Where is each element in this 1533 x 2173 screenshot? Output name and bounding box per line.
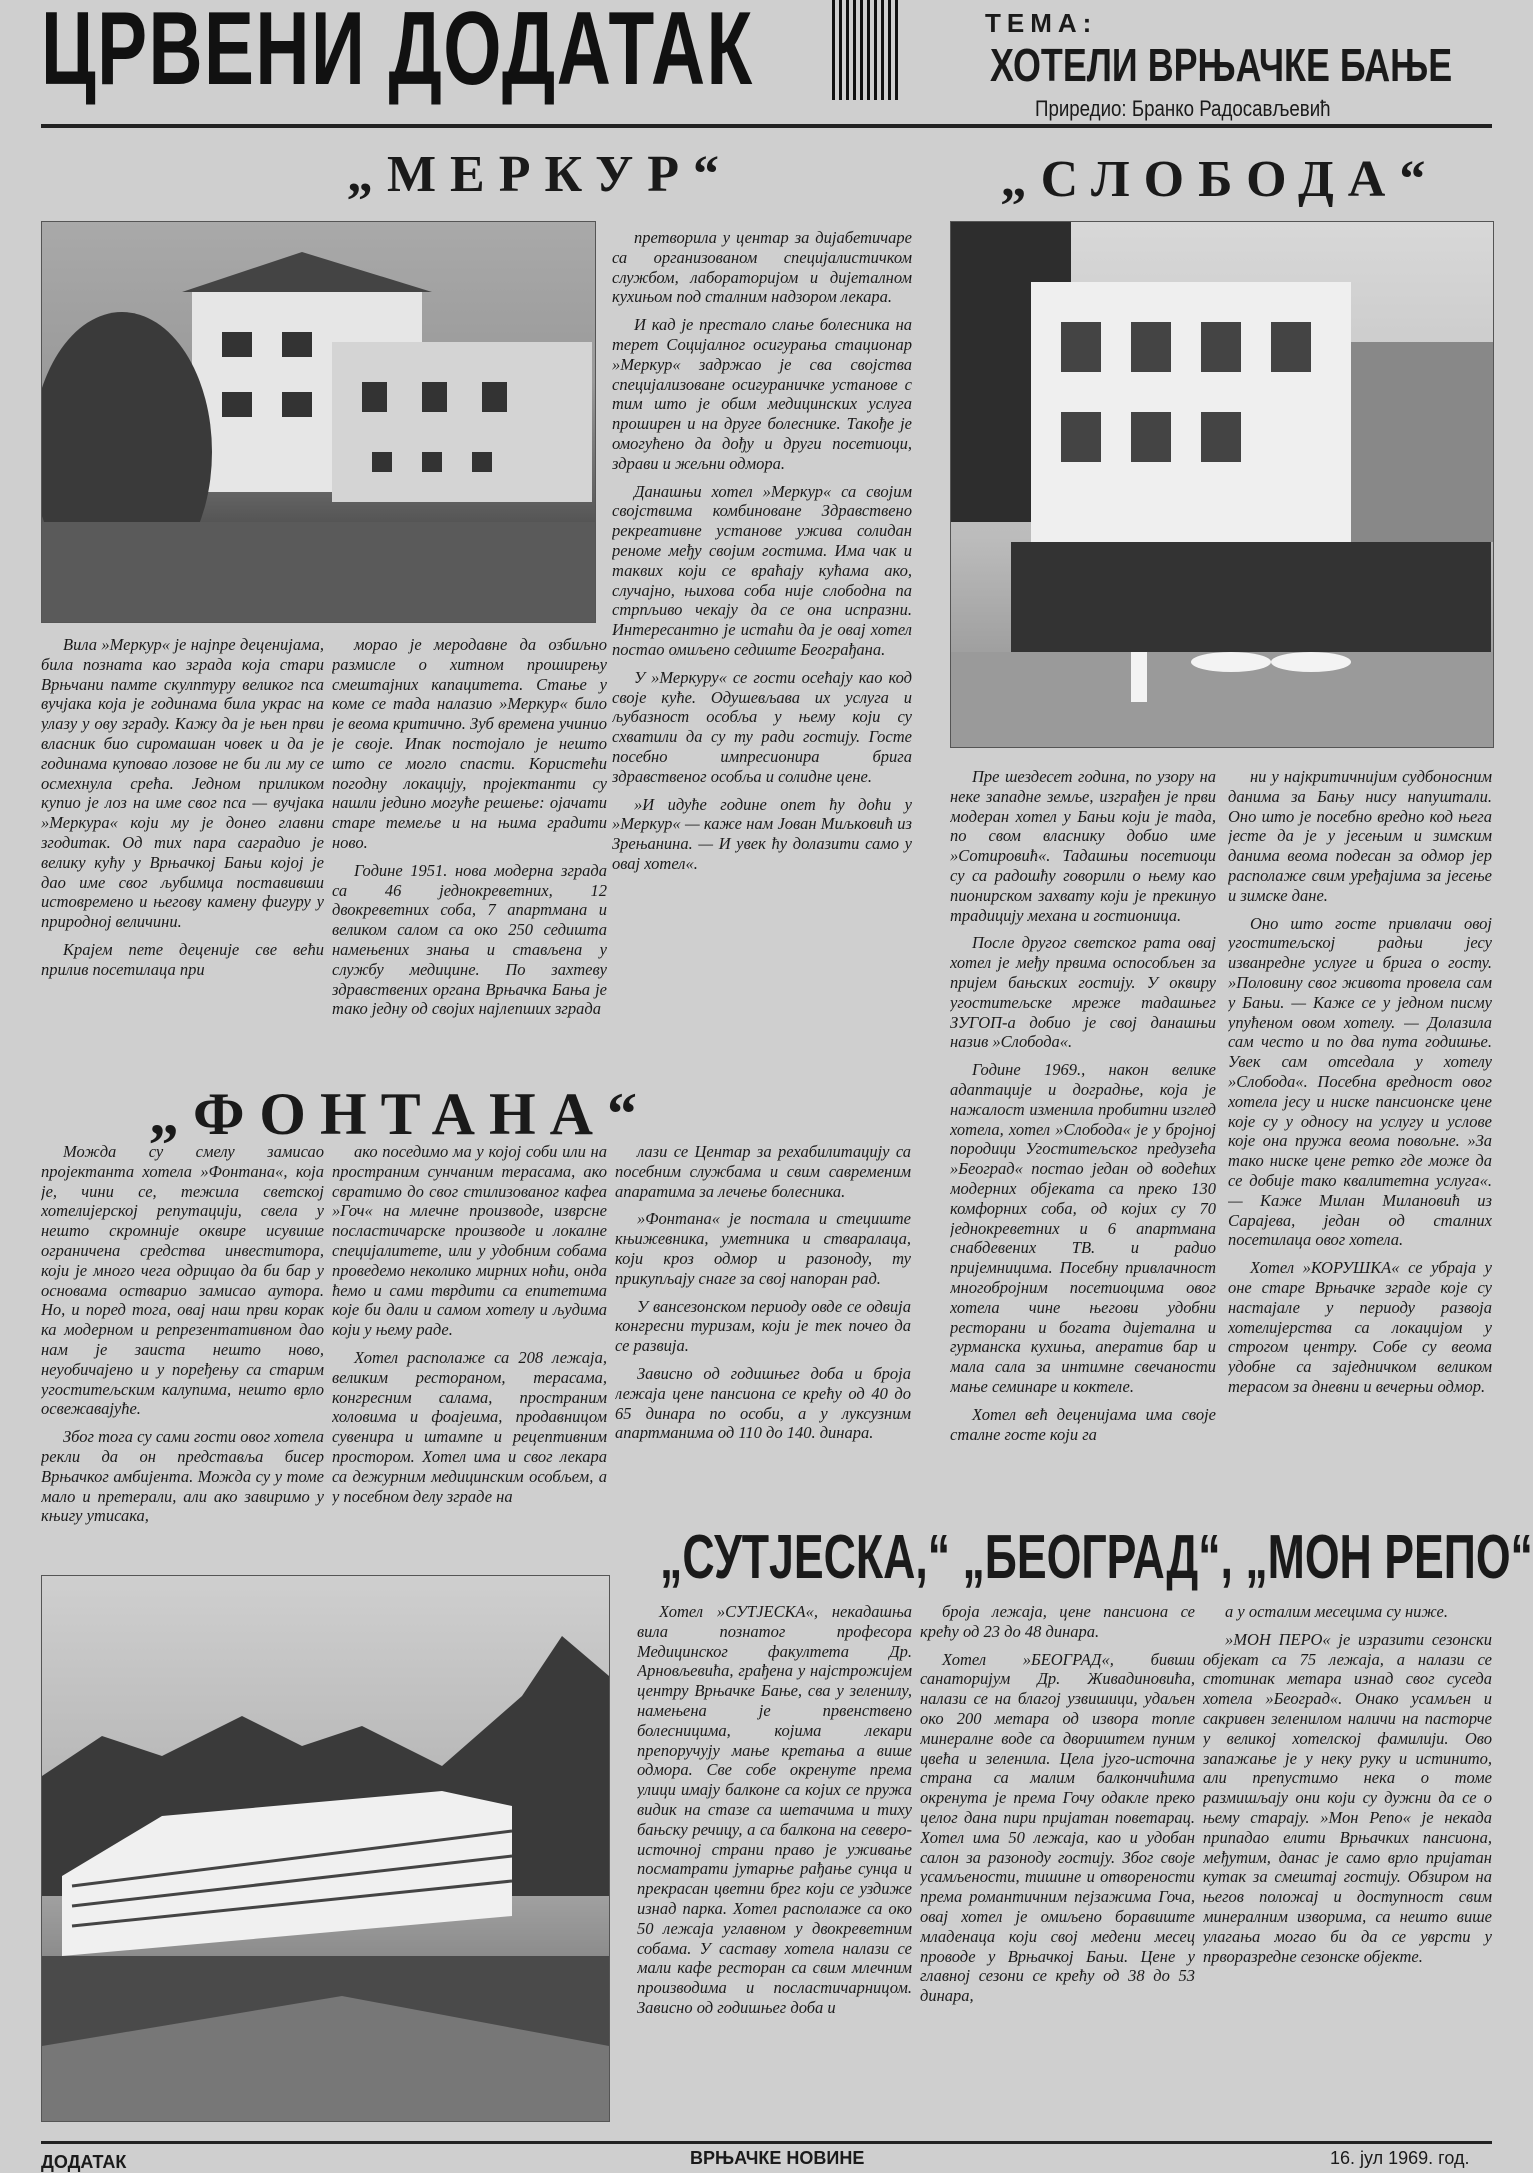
paragraph: После другог светског рата овај хотел је међу првима оспособљен за пријем бањских гостију. У оквиру угоститељске мреже тадашњег ЗУГОП-а добио је свој данашњи назив »Слобода«. xyxy=(950,933,1216,1052)
paragraph: Хотел »СУТЈЕСКА«, некадашња вила познатог професора Медицинског факултета Др. Арновљевића, грађена у најстрожијем центру Врњачке Бање, сва у зеленилу, намењена је првенствено болесницима, којима лекари препоручују мање кретања а више одмора. Све собе окренуте према улици имају балконе са којих се пружа видик на стазе са шетачима и тиху бањску речицу, а са балкона на северо-источној страни право је уживање посматрати јутарње рађање сунца и прекрасан цветни брег који се уздиже изнад парка. Хотел располаже са око 50 лежаја углавном у двокреветним собама. У саставу хотела налази се мали кафе ресторан са свим млечним производима и посластичарницом. Зависно од годишњег доба и xyxy=(637,1602,912,2017)
paragraph: Због тога су сами гости овог хотела рекли да он представља бисер Врњачког амбијента. Можда су у томе мало и претерали, али ако завиримо у књигу утисака, xyxy=(41,1427,324,1526)
paragraph: Вила »Меркур« је најпре деценијама, била позната као зграда која стари Врњчани памте скулптуру великог пса вучјака која је годинама била украс на улазу у ову зграду. Кажу да је њен први власник био сиромашан човек и да је годинама куповао лозове не би ли му се осмехнула срећа. Једном приликом купио је лоз на име свог пса — вучјака »Меркура« који му је донео главни згодитак. Од тих пара саградио је велику кућу у Врњачкој Бањи којој је дао име свог љубимца поставивши истовремено и његову камену фигуру у природној величини. xyxy=(41,635,324,932)
merkur-building-image xyxy=(42,222,595,622)
paragraph: а у осталим месецима су ниже. xyxy=(1225,1602,1449,1621)
masthead: ЦРВЕНИ ДОДАТАК xyxy=(41,0,754,107)
paragraph: Оно што госте привлачи овој угоститељској радњи јесу изванредне услуге и брига о госту. »Половину свог живота провела сам у Бањи. — Каже се у једном писму упућеном овом хотелу. — Долазила сам често и по два пута годишње. Увек сам отседала у хотелу »Слобода«. Посебна вредност овог хотела јесу и ниске пансионске цене које су у односу на услугу и услове које она пружа веома повољне. »За тако ниске цене ретко где може да се добије тако квалитетна услуга«. — Каже Милан Милановић из Сарајева, један од сталних посетилаца овог хотела. xyxy=(1228,913,1492,1250)
paragraph: »МОН ПЕРО« је изразити сезонски објекат са 75 лежаја, а налази се стотинак метара изнад свог суседа хотела »Београд«. Онако усамљен и сакривен зеленилом наличи на пасторче у великој хотелској фамилији. Ово запажање је у неку руку и истинито, али препустимо некa о томе размишљају они који су дужни да се о њему старају. »Мон Репо« је некада припадао елити Врњачких пансиона, међутим, данас је само врло пријатан кутак за смештај гостију. Обзиром на његов положај и доступност свим минералним изворима, са нешто више улагања могао би да се уврсти у прворазредне сезонске објекте. xyxy=(1203,1629,1492,1966)
sloboda-column-1 xyxy=(950,767,1216,1507)
paragraph: Хотел »КОРУШКА« се убраја у оне старе Врњачке зграде које су настајале у периоду развоја хотелијерства са локацијом у строгом центру. Собе су веома удобне са заједничком великом терасом за дневни и вечерњи одмор. xyxy=(1228,1258,1492,1396)
paragraph: »И идуће године опет ћу доћи у »Меркур« — каже нам Јован Миљковић из Зрењанина. — И увек ћу долазити само у овај хотел«. xyxy=(612,794,912,873)
footer-section: ДОДАТАК xyxy=(41,2152,127,2172)
paragraph: »Фонтана« је постала и стециште књижевника, уметника и стваралаца, који кроз одмор и разоноду, ту прикупљају снаге за свој напоран рад. xyxy=(615,1209,911,1288)
sutjeska-title: „СУТЈЕСКА,“ „БЕОГРАД“, „МОН РЕПО“ xyxy=(660,1523,1533,1592)
merkur-column-3 xyxy=(612,228,912,1058)
paragraph: Хотел већ деценијама има своје сталне госте који га xyxy=(950,1404,1216,1444)
paragraph: морао је меродавне да озбиљно размисле о хитном проширењу смештајних капацитета. Стање у коме се тада налазио »Меркур« било је веома критично. Зуб времена учинио је своје. Ипак постојало је нешто што се могло спасти. Користећи погодну локацију, пројектанти су нашли једино могуће решење: ојачати старе темеље и на њима градити ново. xyxy=(332,635,607,852)
header-rule xyxy=(41,124,1492,128)
paragraph: У вансезонском периоду овде се одвија конгресни туризам, који је тек почео да се развија. xyxy=(615,1296,911,1356)
sloboda-photo xyxy=(950,221,1494,748)
paragraph: Данашњи хотел »Меркур« са својим својствима комбиноване Здравствено рекреативне установе ужива солидан реноме међу својим гостима. Има чак и таквих који се враћају кућама ако, случајно, њихова соба није слободна па стрпљиво чекају да се она испразни. Интересантно је истаћи да је овај хотел постао омиљено седиште Београђана. xyxy=(612,481,912,659)
paragraph: Зависно од годишњег доба и броја лежаја цене пансиона се крећу од 40 до 65 динара по особи, а у луксузним апартманима од 110 до 140. динара. xyxy=(615,1363,911,1443)
fontana-title: „ФОНТАНА“ xyxy=(149,1081,651,1147)
paragraph: Хотел »БЕОГРАД«, бивши санаторијум Др. Живадиновића, налази се на благој узвишици, удаљен око 200 метара од извора топле минералне воде са двориштем пуним цвећа и зеленила. Цела југо-источна страна са малим балкончићима окренута је према Гочу одакле преко целог дана пири пријатан поветарац. Хотел има 50 лежаја, као и удобан салон за разоноду гостију. Због своје усамљености, тишине и отворености према романтичним пејзажима Гоча, овај хотел је омиљено боравиште младенаца који свој медени месец проводе у Врњачкој Бањи. Цене у главној сезони се крећу од 38 до 53 динара, xyxy=(920,1649,1195,2006)
footer-paper-name: ВРЊАЧКЕ НОВИНЕ xyxy=(690,2148,865,2168)
sloboda-building-image xyxy=(951,222,1493,747)
paragraph: Крајем пете деценије све већи прилив посетилаца при xyxy=(41,939,324,979)
tema-label: ТЕМА: xyxy=(985,8,1098,38)
merkur-column-2 xyxy=(332,635,607,1060)
paragraph: лази се Центар за рехабилитацију са посебним службама и свим савременим апаратима за лечење болесника. xyxy=(615,1142,911,1201)
paragraph: Можда су смелу замисао пројектанта хотела »Фонтана«, која је, чини се, тежила светској хотелијерској репутацији, свела у нешто скромније оквире исувише ограничена средства инвеститора, који је много чега одрицао да би бар у основама остварио замисао аутора. Но, и поред тога, овај наш први корак ка модерном и репрезентативном дао нам је заиста нешто ново, неуобичајено и у поређењу са старим угоститељским калупима, нешто врло освежавајуће. xyxy=(41,1142,324,1419)
paragraph: У »Меркуру« се гости осећају као код своје куће. Одушевљава их услуга и љубазност особља у њему који су схватили да су ту ради гостију. Госте посебно импресионира брига здравственог особља и солидне цене. xyxy=(612,667,912,786)
paragraph: Године 1969., након велике адаптације и доградње, која је нажалост изменила пробитни изглед хотела, хотел »Слобода« је у бројној породици Угоститељског предузећа »Београд« постао један од водећих модерних објеката са преко 130 комфорних соба, од којих су 70 једнокреветних и 6 апартмана снабдевених ТВ. и радио пријемницима. Посебну привлачност многобројним посетиоцима овог хотела чине његови удобни ресторани и богата дијетална и гурманска кухиња, аператив бар и мала сала за интимне свечаности мање семинаре и коктеле. xyxy=(950,1060,1216,1396)
merkur-title: „МЕРКУР“ xyxy=(346,146,734,203)
merkur-column-1 xyxy=(41,635,324,1080)
paragraph: И кад је престало слање болесника на терет Социјалног осигурања стационар »Меркур« задржао је сва својства специјализоване осигураничке установе с тим што је обим медицинских услуга проширен и на друге болеснике. Такође је омогућено да дођу и други посетиоци, здрави и жељни одмора. xyxy=(612,315,912,473)
sutjeska-column-1 xyxy=(637,1602,912,2127)
fontana-column-3 xyxy=(615,1142,911,1542)
paragraph: Године 1951. нова модерна зграда са 46 једнокреветних, 12 двокреветних соба, 7 апартмана и великом салом са око 250 седишта намењених знања и стављена у службу медицине. По захтеву здравствених органа Врњачка Бања је тако једну од својих најлепших зграда xyxy=(332,860,607,1019)
sutjeska-column-3 xyxy=(1203,1602,1492,2127)
fontana-hotel-photo xyxy=(41,1575,610,2122)
footer-rule xyxy=(41,2141,1492,2144)
paragraph: ни у најкритичнијим судбоносним данима за Бању нису напуштали. Оно што је посебно вредно код њега јесте да је у јесењим и зимским данима веома подесан за одмор јер располаже свим уређајима за јесење и зимске дане. xyxy=(1228,767,1492,905)
footer-date: 16. јул 1969. год. xyxy=(1330,2148,1470,2168)
merkur-photo xyxy=(41,221,596,623)
sloboda-column-2 xyxy=(1228,767,1492,1507)
topic-title: ХОТЕЛИ ВРЊАЧКЕ БАЊЕ xyxy=(990,39,1453,91)
paragraph: Хотел располаже са 208 лежаја, великим рестораном, терасама, конгресним салама, пространим холовима и фоајеима, продавницом сувенира и штампе и рецептивним простором. Хотел има и свог лекара са дежурним медицинским особљем, а у посебном делу зграде на xyxy=(332,1347,607,1506)
fontana-column-1 xyxy=(41,1142,324,1562)
sloboda-title: „СЛОБОДА“ xyxy=(1000,151,1440,208)
paragraph: претворила у центар за дијабетичаре са организованом специјалистичком службом, лабораторијом и дијеталном кухињом под сталним надзором лекара. xyxy=(612,228,912,307)
editor-credit: Приредио: Бранко Радосављевић xyxy=(1035,96,1331,121)
decorative-bars xyxy=(832,0,898,100)
paragraph: броја лежаја, цене пансиона се крећу од 23 до 48 динара. xyxy=(920,1602,1195,1641)
paragraph: Пре шездесет година, по узору на неке западне земље, изграђен је први модеран хотел у Бањи који је тада, по свом власнику добио име »Сотировић«. Тадашњи посетиоци су са радошћу говорили о њему као пионирском захвату који је прекинуо традицију механа и гостионица. xyxy=(950,767,1216,925)
paragraph: ако поседимо ма у којој соби или на пространим сунчаним терасама, ако свратимо до свог стилизованог кафеа »Гоч« на млечне производе, изврсне посластичарске производе и локалне специјалитете, или у удобним собама проведемо неколико мирних ноћи, онда ћемо и сами тврдити са епитетима које би дали и самом хотелу и људима који у њему раде. xyxy=(332,1142,607,1340)
fontana-column-2 xyxy=(332,1142,607,1562)
sutjeska-column-2 xyxy=(920,1602,1195,2127)
hotel-building-image xyxy=(42,1576,609,2121)
